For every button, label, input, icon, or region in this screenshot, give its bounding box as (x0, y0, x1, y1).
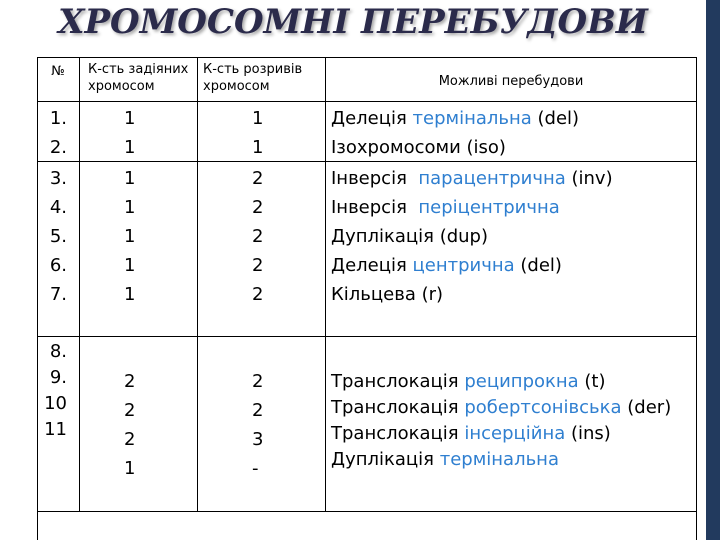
group1-rearrangements (331, 104, 701, 162)
chromosome-count: 1 (124, 137, 136, 158)
row-number: 5. (49, 226, 67, 247)
group1-numbers (37, 104, 67, 162)
group2-numbers (37, 164, 67, 309)
row-number: 11 (44, 419, 67, 440)
chromosome-count: 1 (124, 197, 136, 218)
group3-chromosomes (80, 367, 197, 483)
rearrangement-item: Делеція термінальна (del) (331, 108, 580, 129)
break-count: 1 (252, 137, 264, 158)
break-count: 2 (252, 255, 264, 276)
break-count: 2 (252, 168, 264, 189)
chromosome-count: 1 (124, 284, 136, 305)
rearrangement-item: Ізохромосоми (iso) (331, 137, 506, 158)
row-number: 4. (49, 197, 67, 218)
break-count: 2 (252, 371, 264, 392)
row-divider-3 (37, 511, 697, 512)
chromosome-count: 2 (124, 400, 136, 421)
row-number: 7. (49, 284, 67, 305)
break-count: 1 (252, 108, 264, 129)
row-divider-2 (37, 336, 697, 337)
rearrangement-item: Інверсія парацентрична (inv) (331, 168, 613, 189)
group2-chromosomes (80, 164, 197, 309)
row-number: 8. (49, 341, 67, 362)
rearrangement-item: Делеція центрична (del) (331, 255, 562, 276)
chromosome-count: 1 (124, 168, 136, 189)
rearrangement-item: Транслокація робертсонівська (der) (331, 397, 672, 418)
row-number: 6. (49, 255, 67, 276)
slide-sidebar-bar (706, 0, 720, 540)
group3-numbers (37, 339, 67, 443)
slide-title: ХРОМОСОМНІ ПЕРЕБУДОВИ (58, 2, 648, 42)
break-count: 3 (252, 429, 264, 450)
header-rearrangements: Можливі перебудови (438, 74, 584, 89)
group2-rearrangements (331, 164, 693, 309)
rearrangement-item: Кільцева (r) (331, 284, 444, 305)
row-number: 3. (49, 168, 67, 189)
group2-breaks (198, 164, 325, 309)
header-breaks: К-сть розривів хромосом (203, 62, 303, 94)
rearrangement-item: Інверсія періцентрична (331, 197, 560, 218)
break-count: 2 (252, 400, 264, 421)
row-number: 2. (49, 137, 67, 158)
chromosome-count: 1 (124, 108, 136, 129)
break-count: 2 (252, 284, 264, 305)
break-count: - (252, 458, 259, 479)
rearrangement-item: Дуплікація (dup) (331, 226, 488, 247)
chromosome-count: 1 (124, 458, 136, 479)
header-number: № (51, 64, 65, 79)
row-divider-header (37, 101, 697, 102)
group3-rearrangements (331, 369, 693, 473)
chromosome-count: 2 (124, 429, 136, 450)
break-count: 2 (252, 226, 264, 247)
table-border-top (37, 57, 697, 58)
rearrangements-table (37, 57, 697, 540)
header-chromosomes: К-сть задіяних хромосом (88, 62, 189, 94)
rearrangement-item: Транслокація інсерційна (ins) (331, 423, 611, 444)
rearrangement-item: Дуплікація термінальна (331, 449, 559, 470)
chromosome-count: 1 (124, 226, 136, 247)
row-number: 10 (44, 393, 67, 414)
row-number: 1. (49, 108, 67, 129)
break-count: 2 (252, 197, 264, 218)
row-number: 9. (49, 367, 67, 388)
group3-breaks (198, 367, 325, 483)
rearrangement-item: Транслокація реципрокна (t) (331, 371, 606, 392)
chromosome-count: 1 (124, 255, 136, 276)
chromosome-count: 2 (124, 371, 136, 392)
